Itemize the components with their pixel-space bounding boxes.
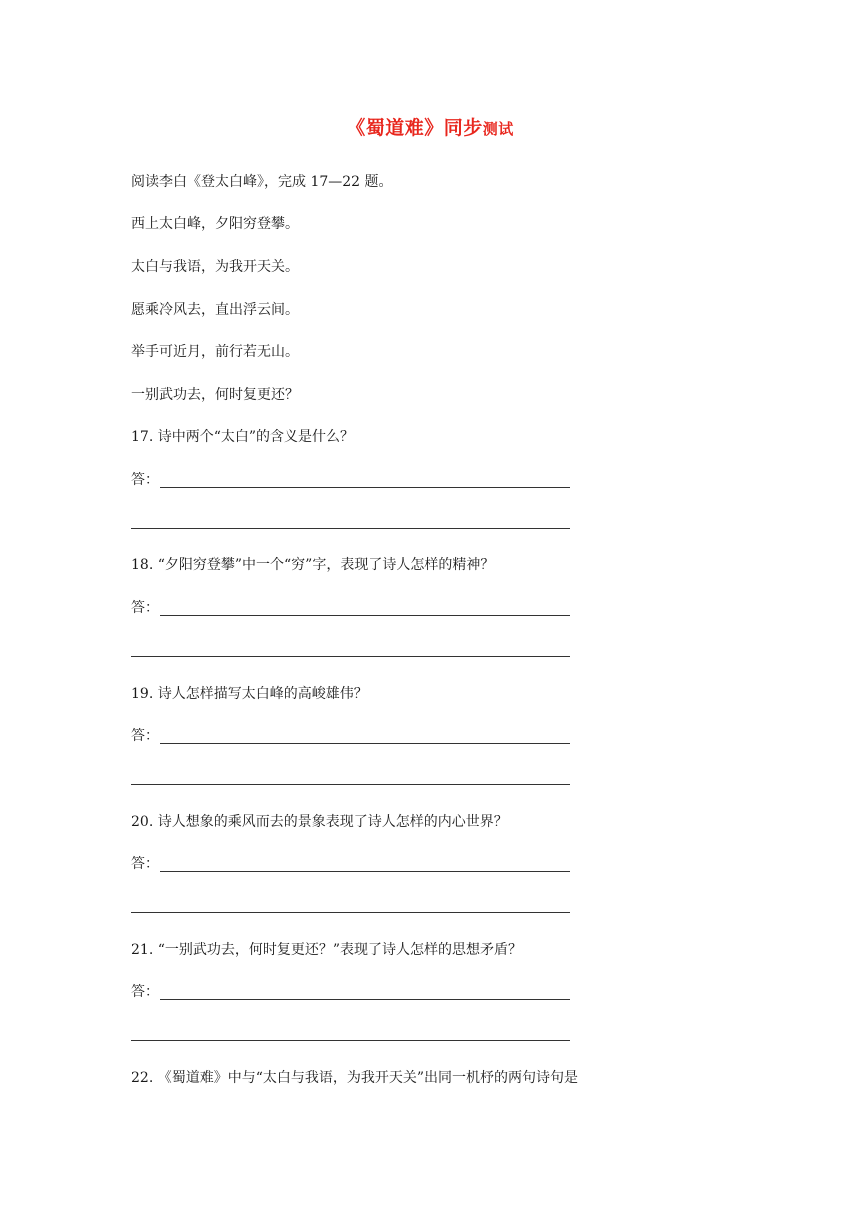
answer-row-18 [131,598,159,618]
question-21: 21. “一别武功去，何时复更还？”表现了诗人怎样的思想矛盾？ [131,942,523,958]
answer-line-21a[interactable] [160,999,570,1000]
answer-line-19a[interactable] [160,743,570,744]
answer-line-17b[interactable] [131,528,570,529]
answer-label: 答： [131,472,159,488]
answer-label: 答： [131,600,159,616]
answer-row-17 [131,470,159,490]
answer-line-17a[interactable] [160,487,570,488]
poem-line-1: 西上太白峰，夕阳穷登攀。 [131,216,299,232]
answer-row-21 [131,982,159,1002]
answer-line-18b[interactable] [131,656,570,657]
page-title-suffix: 测试 [482,120,514,138]
poem-line-5: 一别武功去，何时复更还？ [131,387,299,403]
answer-line-21b[interactable] [131,1040,570,1041]
answer-line-20b[interactable] [131,912,570,913]
poem-line-4: 举手可近月，前行若无山。 [131,344,299,360]
answer-line-20a[interactable] [160,871,570,872]
question-17: 17. 诗中两个“太白”的含义是什么？ [131,429,355,445]
question-19: 19. 诗人怎样描写太白峰的高峻雄伟？ [131,686,368,702]
poem-line-2: 太白与我语，为我开天关。 [131,259,299,275]
page-title [0,114,860,143]
intro-text: 阅读李白《登太白峰》，完成 17—22 题。 [131,174,393,190]
answer-line-18a[interactable] [160,615,570,616]
page-title-main: 《蜀道难》同步 [346,117,483,139]
answer-label: 答： [131,856,159,872]
question-22: 22. 《蜀道难》中与“太白与我语，为我开天关”出同一机杼的两句诗句是 [131,1070,579,1086]
answer-line-19b[interactable] [131,784,570,785]
answer-row-19 [131,726,159,746]
poem-line-3: 愿乘冷风去，直出浮云间。 [131,302,299,318]
question-20: 20. 诗人想象的乘风而去的景象表现了诗人怎样的内心世界？ [131,814,508,830]
answer-row-20 [131,854,159,874]
question-18: 18. “夕阳穷登攀”中一个“穷”字，表现了诗人怎样的精神？ [131,557,495,573]
answer-label: 答： [131,728,159,744]
answer-label: 答： [131,984,159,1000]
